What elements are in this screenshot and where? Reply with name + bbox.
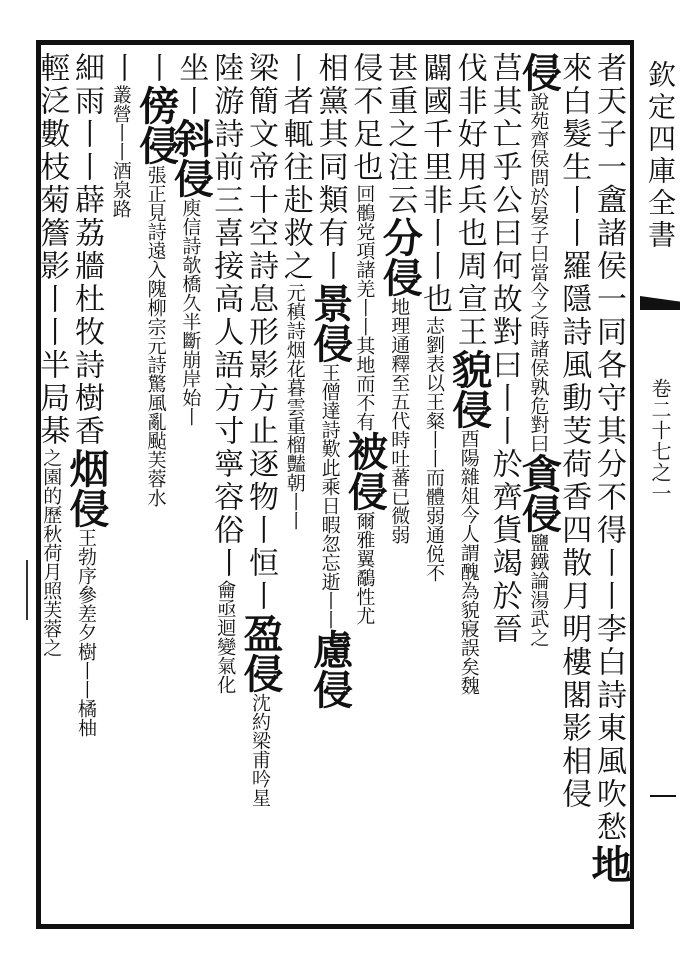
text-segment: 張正見詩遠入隗 <box>144 165 167 298</box>
headword: 侵 <box>306 323 354 363</box>
text-segment: 爾雅翼鷸性尤 <box>353 511 376 625</box>
text-segment: 陸游詩前三喜接高人語方寸寧容俗丨 <box>208 52 244 580</box>
text-segment: 輕泛數枝菊簷影丨丨半局棊 <box>34 52 70 448</box>
text-column <box>416 52 454 918</box>
text-column <box>558 52 593 918</box>
text-column <box>167 52 215 918</box>
frame-top-border <box>36 40 634 45</box>
text-column <box>584 52 632 918</box>
text-segment: 王僧達詩歎此乘日暇忽忘逝丨丨 <box>318 363 341 629</box>
text-segment: 地理通釋至五代時吐蕃已微弱 <box>388 297 411 544</box>
text-segment: 甚重之注云 <box>382 52 418 217</box>
text-segment: 志劉表以王粲丨丨而體弱通侻不 <box>422 316 445 582</box>
text-segment: 細雨丨丨薜荔牆杜牧詩樹香 <box>68 52 104 448</box>
text-column <box>36 52 71 918</box>
text-column <box>445 52 493 918</box>
frame-bottom-border <box>36 924 634 929</box>
headword: 侵 <box>236 653 284 693</box>
headword: 貌 <box>445 349 493 389</box>
text-segment: 之園的歷秋荷月照芙蓉之 <box>40 448 63 657</box>
headword: 貪 <box>515 453 563 493</box>
text-column <box>341 52 389 918</box>
text-segment: 說苑齊侯問於晏子曰當今之時諸侯孰危對曰 <box>527 92 550 453</box>
text-segment: 酉陽雜俎今人謂醜為貌寢誤矣魏 <box>457 429 480 695</box>
volume-label: 卷二十七之一 <box>648 378 672 504</box>
headword: 斜 <box>167 118 215 158</box>
headword: 景 <box>306 283 354 323</box>
text-segment: 叢營丨丨酒泉路 <box>109 85 132 218</box>
text-column <box>132 52 180 918</box>
text-column <box>210 52 245 918</box>
text-segment: 龠亟迴變氣化 <box>214 580 237 694</box>
headword: 慮 <box>306 629 354 669</box>
text-segment: 伐非好用兵也周宣王 <box>451 52 487 349</box>
text-segment: 丨者輒往赴救之 <box>277 52 313 283</box>
text-segment: 丨 <box>103 52 139 85</box>
headword: 侵 <box>515 493 563 533</box>
text-segment: 柳宗元詩驚風亂颭芙蓉水 <box>144 298 167 507</box>
text-column <box>103 52 141 918</box>
headword: 被 <box>341 431 389 471</box>
text-segment: 沈約梁甫吟星 <box>248 693 271 807</box>
text-segment: 王勃序參差夕樹丨丨橘柚 <box>74 528 97 737</box>
text-column <box>486 52 524 918</box>
text-segment: 闢國千里非丨丨也 <box>416 52 452 316</box>
text-segment: 者天子一盦諸侯一同各守其分不得丨丨李白詩東風吹愁 <box>590 52 626 844</box>
headword: 侵 <box>376 257 424 297</box>
text-segment: 鹽鐵論湯武之 <box>527 533 550 647</box>
text-segment: 相黨其同類有丨 <box>312 52 348 283</box>
text-column <box>236 52 284 918</box>
book-title: 欽定四庫全書 <box>644 60 677 252</box>
text-segment: 回鶻党項諸羌丨丨其地而不有 <box>353 184 376 431</box>
text-column <box>306 52 354 918</box>
frame-right-border <box>630 40 634 929</box>
text-column <box>62 52 110 918</box>
headword: 侵 <box>306 669 354 709</box>
text-column <box>376 52 424 918</box>
text-segment: 來白髮生丨丨羅隱詩風動芰荷香四散月明樓閣影相侵 <box>556 52 592 811</box>
text-column <box>515 52 563 918</box>
text-segment: 莒其亡乎公曰何故對曰丨丨於齊貨竭於晉 <box>486 52 522 646</box>
margin-stray-mark <box>26 560 28 620</box>
margin-divider <box>650 795 676 797</box>
text-segment: 丨 <box>138 52 174 85</box>
headword: 侵 <box>445 389 493 429</box>
text-segment: 庾信詩欹橋久半斷崩岸始丨 <box>179 198 202 426</box>
text-segment: 梁簡文帝十空詩息形影方止逐物丨恒丨 <box>242 52 278 613</box>
text-segment: 元稹詩烟花暮雲重榴豔朝丨丨 <box>283 283 306 530</box>
text-segment: 侵不足也 <box>347 52 383 184</box>
headword: 盈 <box>236 613 284 653</box>
headword: 侵 <box>62 488 110 528</box>
headword: 分 <box>376 217 424 257</box>
headword: 侵 <box>341 471 389 511</box>
headword: 侵 <box>515 52 563 92</box>
headword: 地 <box>584 844 632 884</box>
headword: 侵 <box>167 158 215 198</box>
headword: 侵 <box>132 125 180 165</box>
headword: 傍 <box>132 85 180 125</box>
text-segment: 坐丨 <box>173 52 209 118</box>
text-column <box>277 52 315 918</box>
headword: 烟 <box>62 448 110 488</box>
